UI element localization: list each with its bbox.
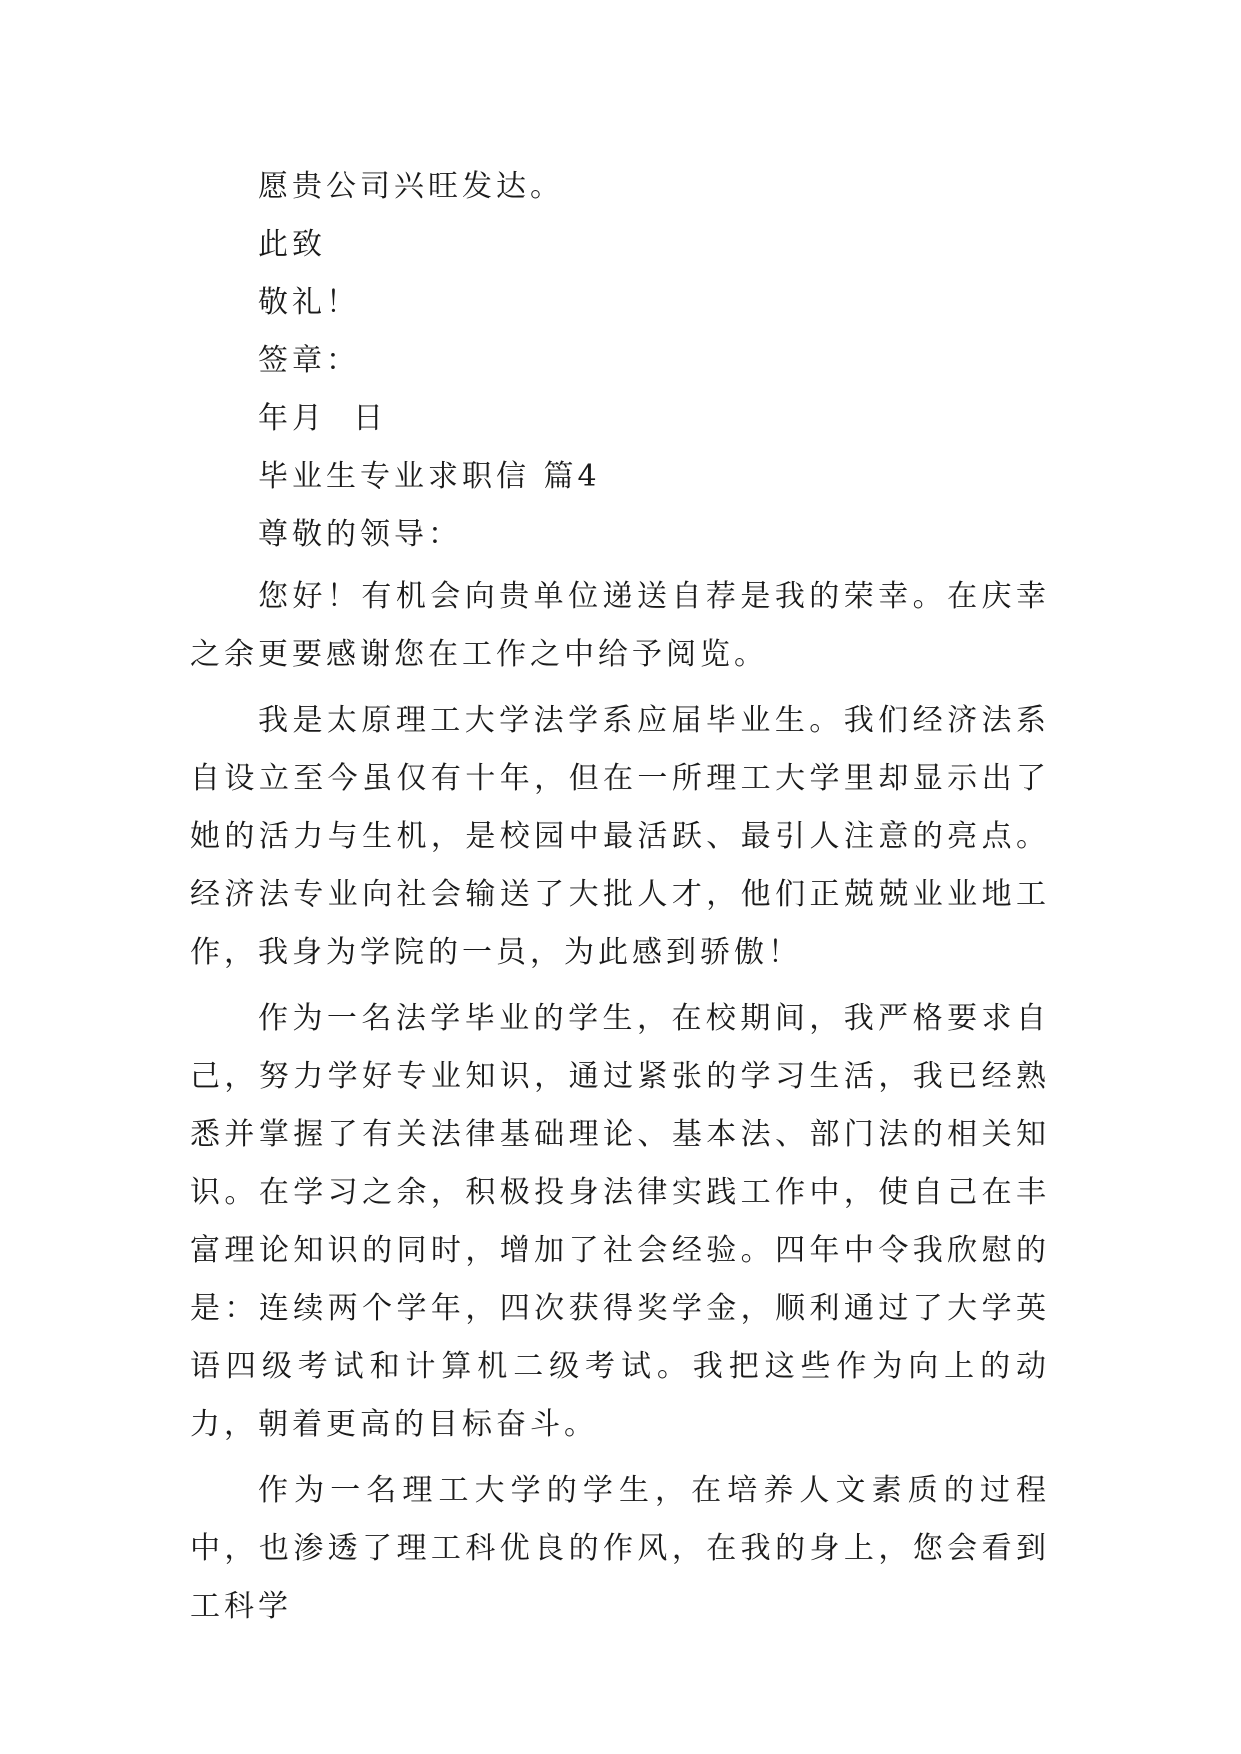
signature-label: 签章： xyxy=(258,343,360,378)
closing-line: 此致 xyxy=(258,227,326,262)
section-title: 毕业生专业求职信 篇4 xyxy=(258,459,601,494)
paragraph: 作为一名法学毕业的学生，在校期间，我严格要求自己，努力学好专业知识，通过紧张的学习生活，我已经熟悉并掌握了有关法律基础理论、基本法、部门法的相关知识。在学习之余，积极投身法律实践工作中，使自己在丰富理论知识的同时，增加了社会经验。四年中令我欣慰的是：连续两个学年，四次获得奖学金，顺利通过了大学英语四级考试和计算机二级考试。我把这些作为向上的动力，朝着更高的目标奋斗。 xyxy=(190,1001,1050,1442)
document-page xyxy=(190,158,1050,1644)
paragraph: 我是太原理工大学法学系应届毕业生。我们经济法系自设立至今虽仅有十年，但在一所理工大学里却显示出了她的活力与生机，是校园中最活跃、最引人注意的亮点。经济法专业向社会输送了大批人才，他们正兢兢业业地工作，我身为学院的一员，为此感到骄傲！ xyxy=(190,703,1050,970)
paragraph: 作为一名理工大学的学生，在培养人文素质的过程中，也渗透了理工科优良的作风，在我的身上，您会看到工科学 xyxy=(190,1473,1050,1624)
closing-line: 愿贵公司兴旺发达。 xyxy=(258,169,564,204)
date-line: 年月 日 xyxy=(258,401,388,436)
paragraph: 您好！有机会向贵单位递送自荐是我的荣幸。在庆幸之余更要感谢您在工作之中给予阅览。 xyxy=(190,579,1050,672)
salutation: 尊敬的领导： xyxy=(258,517,462,552)
closing-line: 敬礼！ xyxy=(258,285,360,320)
